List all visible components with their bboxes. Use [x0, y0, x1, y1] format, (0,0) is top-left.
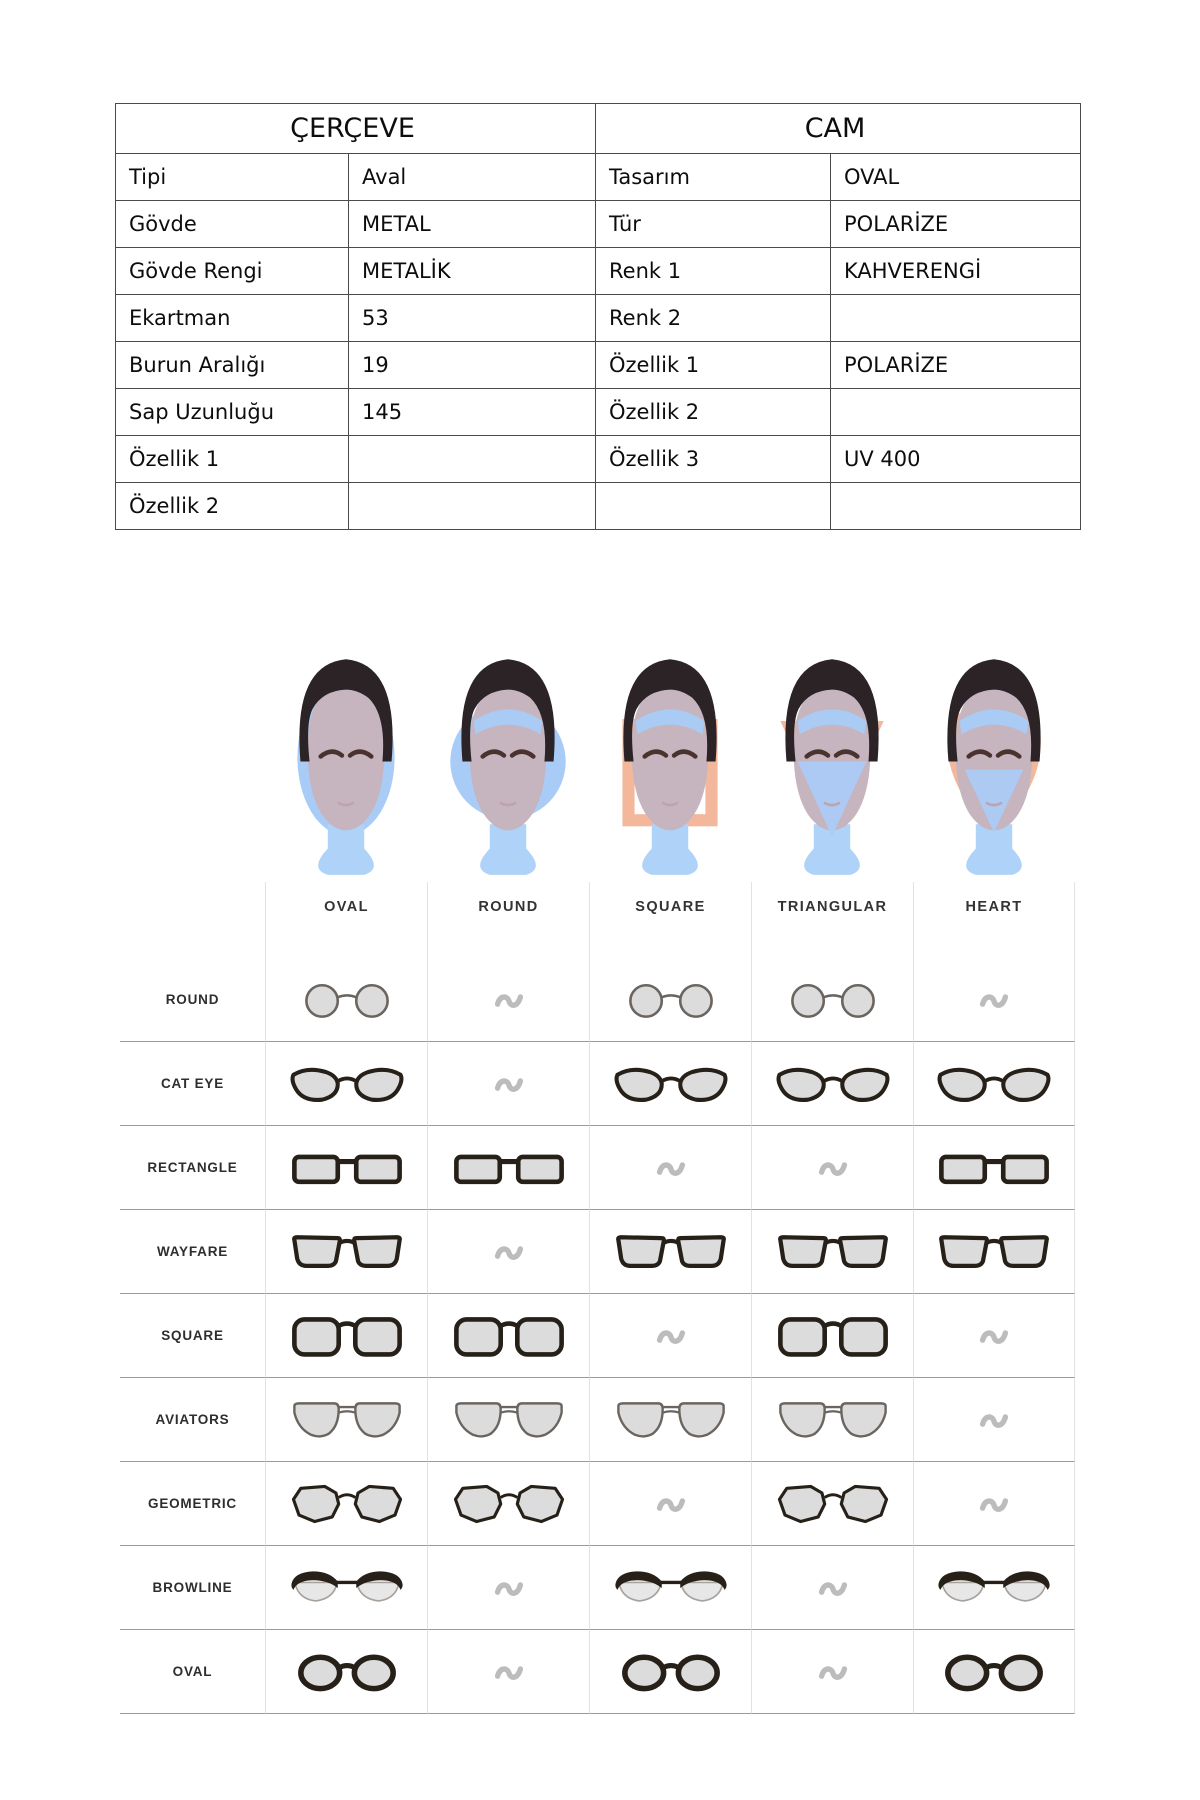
spec-value: [349, 483, 596, 530]
glasses-icon: [611, 976, 731, 1024]
squiggle-icon: [491, 1660, 527, 1684]
glasses-icon: [934, 1228, 1054, 1276]
squiggle-icon: [491, 988, 527, 1012]
face-cell-round: [427, 616, 589, 882]
spec-label: Tipi: [116, 154, 349, 201]
glasses-icon: [287, 1144, 407, 1192]
matrix-cell-rectangle-square: [589, 1126, 751, 1210]
spec-value: POLARİZE: [831, 342, 1081, 389]
matrix-cell-round-triangular: [751, 958, 913, 1042]
matrix-cell-square-square: [589, 1294, 751, 1378]
matrix-cell-wayfare-oval: [265, 1210, 427, 1294]
matrix-cell-rectangle-oval: [265, 1126, 427, 1210]
matrix-cell-square-triangular: [751, 1294, 913, 1378]
spec-label: Ekartman: [116, 295, 349, 342]
spec-value: METAL: [349, 201, 596, 248]
glasses-icon: [449, 1480, 569, 1528]
glasses-style-label-rectangle: RECTANGLE: [120, 1126, 265, 1210]
spec-label: Renk 2: [596, 295, 831, 342]
matrix-cell-square-round: [427, 1294, 589, 1378]
face-illustration-square: [594, 634, 746, 882]
matrix-cell-cateye-round: [427, 1042, 589, 1126]
glasses-style-label-square: SQUARE: [120, 1294, 265, 1378]
glasses-style-label-geometric: GEOMETRIC: [120, 1462, 265, 1546]
spec-value: Aval: [349, 154, 596, 201]
glasses-icon: [287, 1396, 407, 1444]
matrix-cell-oval-triangular: [751, 1630, 913, 1714]
spec-header-row: [116, 104, 1081, 154]
face-shape-header-square: SQUARE: [589, 882, 751, 958]
corner-spacer: [120, 882, 265, 958]
face-cell-oval: [265, 616, 427, 882]
glasses-icon: [287, 1228, 407, 1276]
glasses-icon: [287, 1312, 407, 1360]
matrix-cell-round-heart: [913, 958, 1075, 1042]
spec-value: [831, 295, 1081, 342]
face-illustration-heart: [918, 634, 1070, 882]
spec-value: [831, 389, 1081, 436]
spec-label: Gövde: [116, 201, 349, 248]
spec-label: Özellik 3: [596, 436, 831, 483]
matrix-cell-cateye-heart: [913, 1042, 1075, 1126]
matrix-cell-cateye-oval: [265, 1042, 427, 1126]
glasses-icon: [449, 1312, 569, 1360]
spec-label: Özellik 2: [116, 483, 349, 530]
face-illustration-oval: [270, 634, 422, 882]
glasses-icon: [773, 1060, 893, 1108]
glasses-icon: [611, 1396, 731, 1444]
squiggle-icon: [976, 1492, 1012, 1516]
face-shape-header-oval: OVAL: [265, 882, 427, 958]
glasses-icon: [934, 1144, 1054, 1192]
glasses-icon: [611, 1228, 731, 1276]
spec-row: [116, 295, 1081, 342]
matrix-cell-cateye-triangular: [751, 1042, 913, 1126]
glasses-style-label-browline: BROWLINE: [120, 1546, 265, 1630]
matrix-cell-geometric-round: [427, 1462, 589, 1546]
glasses-icon: [773, 1312, 893, 1360]
glasses-icon: [934, 1564, 1054, 1612]
spec-row: [116, 483, 1081, 530]
matrix-cell-oval-round: [427, 1630, 589, 1714]
glasses-icon: [773, 1480, 893, 1528]
squiggle-icon: [653, 1156, 689, 1180]
matrix-cell-geometric-square: [589, 1462, 751, 1546]
spec-label: Burun Aralığı: [116, 342, 349, 389]
glasses-icon: [773, 1228, 893, 1276]
matrix-cell-rectangle-heart: [913, 1126, 1075, 1210]
glasses-icon: [287, 1060, 407, 1108]
glasses-icon: [287, 976, 407, 1024]
glasses-style-label-wayfare: WAYFARE: [120, 1210, 265, 1294]
glasses-icon: [611, 1564, 731, 1612]
spec-value: METALİK: [349, 248, 596, 295]
matrix-cell-oval-heart: [913, 1630, 1075, 1714]
spec-row: [116, 201, 1081, 248]
glasses-style-label-oval: OVAL: [120, 1630, 265, 1714]
spec-row: [116, 248, 1081, 295]
squiggle-icon: [976, 988, 1012, 1012]
face-cell-heart: [913, 616, 1075, 882]
matrix-cell-browline-round: [427, 1546, 589, 1630]
compatibility-grid: [120, 616, 1077, 1714]
matrix-cell-wayfare-square: [589, 1210, 751, 1294]
spec-label: Özellik 2: [596, 389, 831, 436]
squiggle-icon: [815, 1156, 851, 1180]
matrix-cell-oval-oval: [265, 1630, 427, 1714]
matrix-cell-geometric-oval: [265, 1462, 427, 1546]
matrix-cell-browline-triangular: [751, 1546, 913, 1630]
spec-table: [115, 103, 1081, 530]
squiggle-icon: [491, 1576, 527, 1600]
compatibility-chart: [120, 616, 1077, 1714]
matrix-cell-oval-square: [589, 1630, 751, 1714]
spec-label: [596, 483, 831, 530]
matrix-cell-round-square: [589, 958, 751, 1042]
spec-label: Renk 1: [596, 248, 831, 295]
squiggle-icon: [976, 1408, 1012, 1432]
squiggle-icon: [815, 1660, 851, 1684]
squiggle-icon: [976, 1324, 1012, 1348]
spec-label: Gövde Rengi: [116, 248, 349, 295]
matrix-cell-browline-square: [589, 1546, 751, 1630]
lens-section-header: CAM: [596, 104, 1081, 154]
glasses-icon: [773, 976, 893, 1024]
glasses-icon: [287, 1648, 407, 1696]
squiggle-icon: [815, 1576, 851, 1600]
matrix-cell-square-heart: [913, 1294, 1075, 1378]
matrix-cell-geometric-heart: [913, 1462, 1075, 1546]
squiggle-icon: [491, 1240, 527, 1264]
glasses-icon: [934, 1060, 1054, 1108]
spec-value: 145: [349, 389, 596, 436]
spec-value: 19: [349, 342, 596, 389]
matrix-cell-aviators-square: [589, 1378, 751, 1462]
spec-value: [831, 483, 1081, 530]
frame-section-header: ÇERÇEVE: [116, 104, 596, 154]
matrix-cell-wayfare-round: [427, 1210, 589, 1294]
matrix-cell-browline-oval: [265, 1546, 427, 1630]
corner-spacer: [120, 616, 265, 882]
face-shape-header-heart: HEART: [913, 882, 1075, 958]
spec-row: [116, 342, 1081, 389]
face-illustration-round: [432, 634, 584, 882]
matrix-cell-aviators-triangular: [751, 1378, 913, 1462]
spec-value: KAHVERENGİ: [831, 248, 1081, 295]
glasses-icon: [287, 1564, 407, 1612]
glasses-style-label-aviators: AVIATORS: [120, 1378, 265, 1462]
face-cell-triangular: [751, 616, 913, 882]
spec-label: Sap Uzunluğu: [116, 389, 349, 436]
glasses-icon: [773, 1396, 893, 1444]
spec-value: POLARİZE: [831, 201, 1081, 248]
matrix-cell-cateye-square: [589, 1042, 751, 1126]
matrix-cell-wayfare-triangular: [751, 1210, 913, 1294]
spec-row: [116, 154, 1081, 201]
matrix-cell-round-oval: [265, 958, 427, 1042]
squiggle-icon: [653, 1492, 689, 1516]
spec-label: Tür: [596, 201, 831, 248]
spec-value: 53: [349, 295, 596, 342]
matrix-cell-round-round: [427, 958, 589, 1042]
spec-value: UV 400: [831, 436, 1081, 483]
glasses-icon: [611, 1648, 731, 1696]
matrix-cell-wayfare-heart: [913, 1210, 1075, 1294]
matrix-cell-browline-heart: [913, 1546, 1075, 1630]
matrix-cell-aviators-heart: [913, 1378, 1075, 1462]
glasses-icon: [287, 1480, 407, 1528]
spec-value: OVAL: [831, 154, 1081, 201]
glasses-style-label-cateye: CAT EYE: [120, 1042, 265, 1126]
spec-value: [349, 436, 596, 483]
spec-label: Özellik 1: [116, 436, 349, 483]
spec-label: Tasarım: [596, 154, 831, 201]
glasses-icon: [449, 1396, 569, 1444]
glasses-style-label-round: ROUND: [120, 958, 265, 1042]
spec-row: [116, 436, 1081, 483]
matrix-cell-geometric-triangular: [751, 1462, 913, 1546]
matrix-cell-square-oval: [265, 1294, 427, 1378]
face-shape-header-triangular: TRIANGULAR: [751, 882, 913, 958]
face-illustration-triangular: [756, 634, 908, 882]
spec-row: [116, 389, 1081, 436]
glasses-icon: [934, 1648, 1054, 1696]
glasses-icon: [611, 1060, 731, 1108]
glasses-icon: [449, 1144, 569, 1192]
squiggle-icon: [653, 1324, 689, 1348]
squiggle-icon: [491, 1072, 527, 1096]
face-shape-header-round: ROUND: [427, 882, 589, 958]
matrix-cell-rectangle-round: [427, 1126, 589, 1210]
spec-label: Özellik 1: [596, 342, 831, 389]
matrix-cell-aviators-round: [427, 1378, 589, 1462]
matrix-cell-rectangle-triangular: [751, 1126, 913, 1210]
face-cell-square: [589, 616, 751, 882]
matrix-cell-aviators-oval: [265, 1378, 427, 1462]
